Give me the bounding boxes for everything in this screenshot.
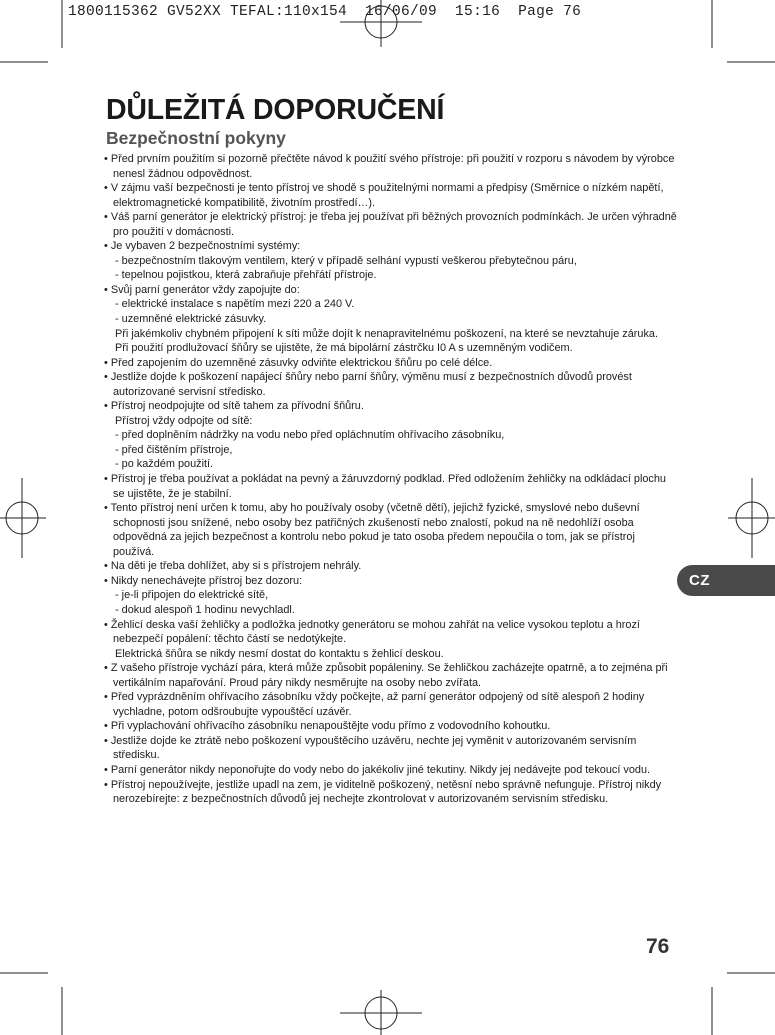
bullet-item: • Jestliže dojde ke ztrátě nebo poškození vypouštěcího uzávěru, nechte jej vyměnit v autorizovaném servisním středisku. — [104, 734, 637, 762]
registration-mark-top — [340, 0, 422, 47]
page-number: 76 — [646, 935, 670, 958]
dash-sub-item: - dokud alespoň 1 hodinu nevychladl. — [115, 603, 295, 616]
page-title: DŮLEŽITÁ DOPORUČENÍ — [106, 94, 445, 126]
bullet-item: • Před prvním použitím si pozorně přečtěte návod k použití svého přístroje: při použití v rozporu s návodem by výrobce nenesl žádnou odpovědnost. — [104, 153, 675, 180]
bullet-item: • Při vyplachování ohřívacího zásobníku nenapouštějte vodu přímo z vodovodního kohoutku. — [104, 720, 551, 733]
bullet-item: • Přístroj neodpojujte od sítě tahem za přívodní šňůru. — [104, 400, 364, 413]
bullet-item: • Žehlicí deska vaší žehličky a podložka jednotky generátoru se mohou zahřát na velice vysokou teplotu a hrozí nebezpečí popálení: těchto částí se nedotýkejte. — [104, 618, 640, 646]
registration-mark-left — [0, 478, 46, 558]
sub-paragraph: Při použití prodlužovací šňůry se ujistěte, že má bipolární zástrčku I0 A s uzemněným vodičem. — [115, 342, 573, 355]
safety-instructions-body — [104, 152, 678, 807]
bullet-item: • Přístroj je třeba používat a pokládat na pevný a žáruvzdorný podklad. Před odložením žehličky na odkládací plochu se ujistěte, že je stabilní. — [104, 473, 666, 500]
dash-sub-item: - uzemněné elektrické zásuvky. — [115, 313, 267, 326]
bullet-item: • Váš parní generátor je elektrický přístroj: je třeba jej používat při běžných provozních podmínkách. Je určen výhradně pro použití v domácnosti. — [104, 211, 677, 238]
bullet-item: • V zájmu vaší bezpečnosti je tento přístroj ve shodě s použitelnými normami a předpisy (Směrnice o nízkém napětí, elektromagnetické kompatibilitě, životním prostředí…). — [104, 182, 664, 209]
registration-mark-right — [728, 478, 775, 558]
bullet-item: • Jestliže dojde k poškození napájecí šňůry nebo parní šňůry, výměnu musí z bezpečnostních důvodů provést autorizované servisní středisko. — [104, 371, 632, 398]
language-tab — [677, 565, 775, 596]
bullet-item: • Přístroj nepoužívejte, jestliže upadl na zem, je viditelně poškozený, netěsní nebo správně nefunguje. Přístroj nikdy nerozebírejte: z bezpečnostních důvodů jej nechejte zkontrolovat v autorizovaném servisním středisku. — [104, 778, 662, 806]
dash-sub-item: - před doplněním nádržky na vodu nebo před opláchnutím ohřívacího zásobníku, — [115, 429, 505, 442]
print-slug-header: 1800115362 GV52XX TEFAL:110x154 16/06/09 15:16 Page 76 — [68, 4, 582, 20]
sub-paragraph: Při jakémkoliv chybném připojení k síti může dojít k nenapravitelnému poškození, na které se nevztahuje záruka. — [115, 327, 658, 340]
dash-sub-item: - po každém použití. — [115, 458, 214, 471]
bullet-item: • Před zapojením do uzemněné zásuvky odviňte elektrickou šňůru po celé délce. — [104, 356, 493, 369]
dash-sub-item: - tepelnou pojistkou, která zabraňuje přehřátí přístroje. — [115, 269, 377, 282]
bullet-item: • Tento přístroj není určen k tomu, aby ho používaly osoby (včetně dětí), jejichž fyzické, smyslové nebo duševní schopnosti jsou snížené, nebo osoby bez patřičných zkušeností nebo znalostí, pokud na ně nedohlíží osoba odpovědná za jejich bezpečnost a kontrolu nebo pokud je tato osoba předem nepoučila o tom, jak se přístroj používá. — [104, 502, 640, 558]
dash-sub-item: - bezpečnostním tlakovým ventilem, který v případě selhání vypustí veškerou přebytečnou páru, — [115, 254, 577, 267]
bullet-item: • Parní generátor nikdy neponořujte do vody nebo do jakékoliv jiné tekutiny. Nikdy jej nedávejte pod tekoucí vodu. — [104, 763, 651, 776]
sub-paragraph: Přístroj vždy odpojte od sítě: — [115, 414, 253, 427]
language-tab-label: CZ — [689, 572, 710, 589]
bullet-item: • Před vyprázdněním ohřívacího zásobníku vždy počkejte, až parní generátor odpojený od sítě alespoň 2 hodiny vychladne, potom odšroubujte vypouštěcí uzávěr. — [104, 691, 645, 718]
bullet-item: • Na děti je třeba dohlížet, aby si s přístrojem nehrály. — [104, 560, 362, 573]
bullet-item: • Z vašeho přístroje vychází pára, která může způsobit popáleniny. Se žehličkou zacházejte opatrně, a to zejména při vertikálním napařování. Proud páry nikdy nesměrujte na osoby nebo zvířata. — [104, 662, 668, 689]
dash-sub-item: - elektrické instalace s napětím mezi 220 a 240 V. — [115, 298, 355, 311]
bullet-item: • Je vybaven 2 bezpečnostními systémy: — [104, 240, 301, 253]
bullet-item: • Nikdy nenechávejte přístroj bez dozoru: — [104, 574, 303, 587]
bullet-item: • Svůj parní generátor vždy zapojujte do: — [104, 283, 300, 296]
dash-sub-item: - je-li připojen do elektrické sítě, — [115, 589, 269, 602]
sub-paragraph: Elektrická šňůra se nikdy nesmí dostat do kontaktu s žehlicí deskou. — [115, 647, 444, 660]
dash-sub-item: - před čištěním přístroje, — [115, 443, 233, 456]
section-subtitle: Bezpečnostní pokyny — [106, 128, 286, 148]
registration-mark-bottom — [340, 990, 422, 1035]
